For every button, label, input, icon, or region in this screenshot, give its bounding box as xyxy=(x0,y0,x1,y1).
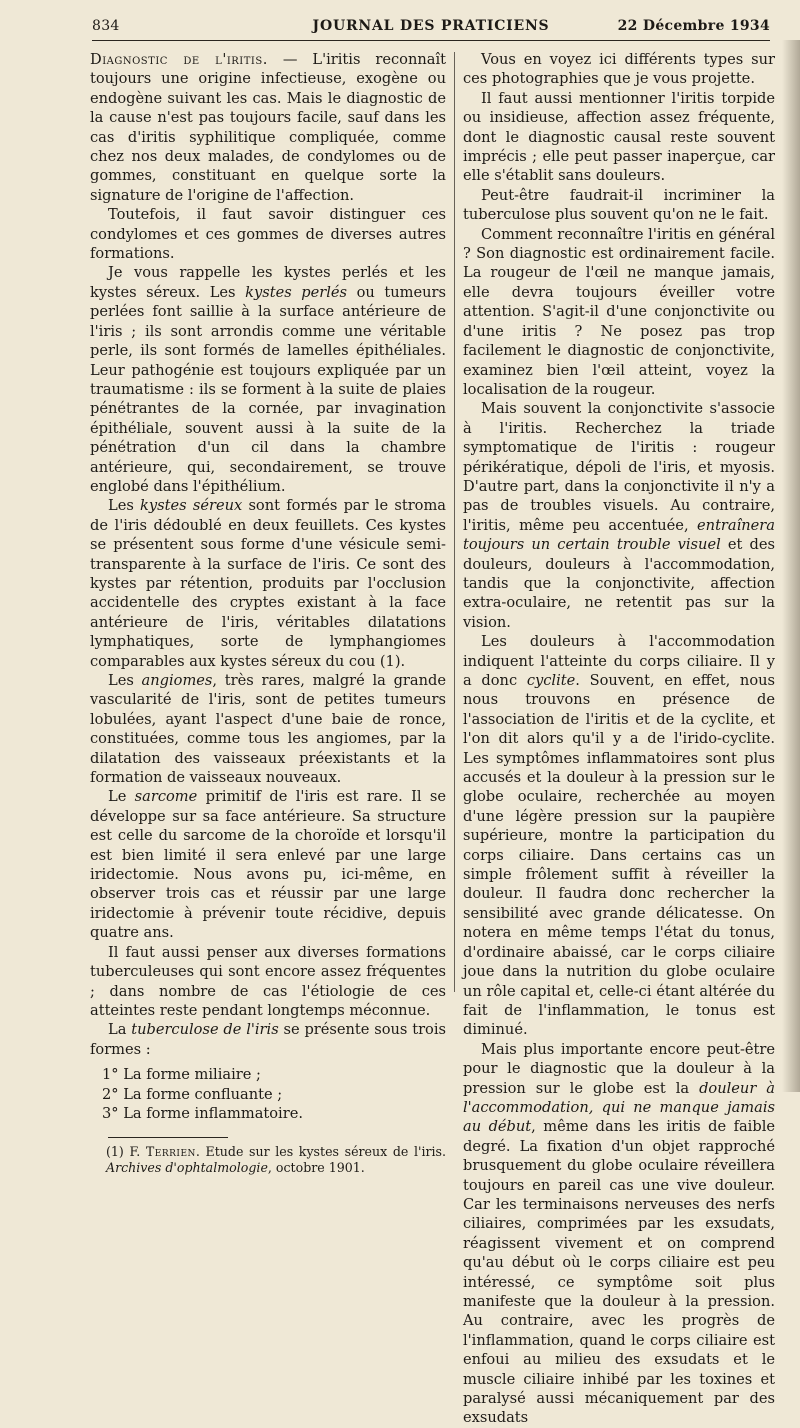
paragraph: Comment reconnaître l'iritis en général ? Son diagnostic est ordinairement facile. La rougeur de l'œil ne manque jamais, elle devra toujours éveiller votre attention. S'agit-il d'une conjonctivite ou d'une iritis ? Ne posez pas trop facilement le diagnostic de conjonctivite, examinez bien l'œil atteint, voyez la localisation de la rougeur. xyxy=(463,225,775,398)
paragraph-accommodation: Mais plus importante encore peut-être pour le diagnostic que la douleur à la pression sur le globe est la douleur à l'accommodation, qui ne manque jamais au début, même dans les iritis de faible degré. La fixation d'un objet rapproché brusquement du globe oculaire réveillera toujours en pareil cas une vive douleur. Car les terminaisons nerveuses des nerfs ciliaires, comprimées par les exsudats, réagissent vivement et on comprend qu'au début où le corps ciliaire est peu intéressé, ce symptôme soit plus manifeste que la douleur à la pression. Au contraire, avec les progrès de l'inflammation, quand le corps ciliaire est enfoui au milieu des exsudats et le muscle ciliaire inhibé par les toxines et paralysé aussi mécaniquement par des exsudats xyxy=(463,1040,776,1427)
column-divider xyxy=(454,52,455,992)
paragraph-kystes-sereux: Les kystes séreux sont formés par le stroma de l'iris dédoublé en deux feuillets. Ces kystes se présentent sous forme d'une vésicule semi-transparente à la surface de l'iris. Ce sont des kystes par rétention, produits par l'occlusion accidentelle des cryptes existant à la face antérieure de l'iris, véritables dilatations lymphatiques, sorte de lymphangiomes comparables aux kystes séreux du cou (1). xyxy=(90,497,446,670)
paragraph-sarcome: Le sarcome primitif de l'iris est rare. Il se développe sur sa face antérieure. Sa structure est celle du sarcome de la choroïde et lorsqu'il est bien limité il sera enlevé par une large iridectomie. Nous avons pu, ici-même, en observer trois cas et réussir par une large iridectomie à prévenir toute récidive, depuis quatre ans. xyxy=(90,788,446,942)
forms-list xyxy=(102,1065,446,1123)
binding-shadow xyxy=(782,40,800,1092)
left-column xyxy=(90,50,446,1176)
list-item: 1° La forme miliaire ; xyxy=(102,1066,261,1084)
paragraph: Vous en voyez ici différents types sur ces photographies que je vous projette. xyxy=(463,51,775,88)
section-heading: Diagnostic de l'iritis. xyxy=(90,51,268,68)
paragraph-diagnostic: Diagnostic de l'iritis. — L'iritis reconnaît toujours une origine infectieuse, exogène ou endogène suivant les cas. Mais le diagnostic de la cause n'est pas toujours facile, sauf dans les cas d'iritis syphilitique compliquée, comme chez nos deux malades, de condylomes ou de gommes, constituant en quelque sorte la signature de l'origine de l'affection. xyxy=(90,51,446,204)
journal-title: JOURNAL DES PRATICIENS xyxy=(312,18,550,34)
paragraph: Il faut aussi penser aux diverses formations tuberculeuses qui sont encore assez fréquentes ; dans nombre de cas l'étiologie de ces atteintes reste pendant longtemps méconnue. xyxy=(90,943,446,1019)
running-header xyxy=(92,14,770,41)
page-number: 834 xyxy=(92,18,120,34)
paragraph-cyclite: Les douleurs à l'accommodation indiquent l'atteinte du corps ciliaire. Il y a donc cyclite. Souvent, en effet, nous nous trouvons en présence de l'association de l'iritis et de la cyclite, et l'on dit alors qu'il y a de l'irido-cyclite. Les symptômes inflammatoires sont plus accusés et la douleur à la pression sur le globe oculaire, recherchée au moyen d'une légère pression sur la paupière supérieure, montre la participation du corps ciliaire. Dans certains cas un simple frôlement suffit à réveiller la douleur. Il faudra donc rechercher la sensibilité avec grande délicatesse. On notera en même temps l'état du tonus, d'ordinaire abaissé, car le corps ciliaire joue dans la nutrition du globe oculaire un rôle capital et, celle-ci étant altérée du fait de l'inflammation, le tonus est diminué. xyxy=(463,633,775,1039)
list-item: 2° La forme confluante ; xyxy=(102,1085,283,1103)
list-item: 3° La forme inflammatoire. xyxy=(102,1104,303,1122)
paragraph-angiomes: Les angiomes, très rares, malgré la grande vascularité de l'iris, sont de petites tumeurs lobulées, ayant l'aspect d'une baie de ronce, constituées, comme tous les angiomes, par la dilatation des vaisseaux préexistants et la formation de vaisseaux nouveaux. xyxy=(90,672,446,787)
footnote-rule xyxy=(108,1137,228,1138)
footnote: (1) F. Terrien. Etude sur les kystes séreux de l'iris. Archives d'ophtalmologie, octobre 1901. xyxy=(106,1144,447,1176)
paragraph-kystes-perles: Je vous rappelle les kystes perlés et les kystes séreux. Les kystes perlés ou tumeurs perlées font saillie à la surface antérieure de l'iris ; ils sont arrondis comme une véritable perle, ils sont formés de lamelles épithéliales. Leur pathogénie est toujours expliquée par un traumatisme : ils se forment à la suite de plaies pénétrantes de la cornée, par invagination épithéliale, souvent aussi à la suite de la pénétration d'un cil dans la chambre antérieure, qui, secondairement, se trouve englobé dans l'épithélium. xyxy=(90,264,446,495)
paragraph-triade: Mais souvent la conjonctivite s'associe à l'iritis. Recherchez la triade symptomatique de l'iritis : rougeur périkératique, dépoli de l'iris, et myosis. D'autre part, dans la conjonctivite il n'y a pas de troubles visuels. Au contraire, l'iritis, même peu accentuée, entraînera toujours un certain trouble visuel et des douleurs, douleurs à l'accommodation, tandis que la conjonctivite, affection extra-oculaire, ne retentit pas sur la vision. xyxy=(463,400,776,631)
issue-date: 22 Décembre 1934 xyxy=(617,18,770,34)
paragraph: Toutefois, il faut savoir distinguer ces condylomes et ces gommes de diverses autres formations. xyxy=(90,206,446,263)
paragraph: Peut-être faudrait-il incriminer la tuberculose plus souvent qu'on ne le fait. xyxy=(463,186,775,224)
paragraph: Il faut aussi mentionner l'iritis torpide ou insidieuse, affection assez fréquente, dont le diagnostic causal reste souvent imprécis ; elle peut passer inaperçue, car elle s'établit sans douleurs. xyxy=(463,89,775,185)
paragraph-tuberculose: La tuberculose de l'iris se présente sous trois formes : xyxy=(90,1021,447,1058)
right-column xyxy=(463,50,775,1428)
